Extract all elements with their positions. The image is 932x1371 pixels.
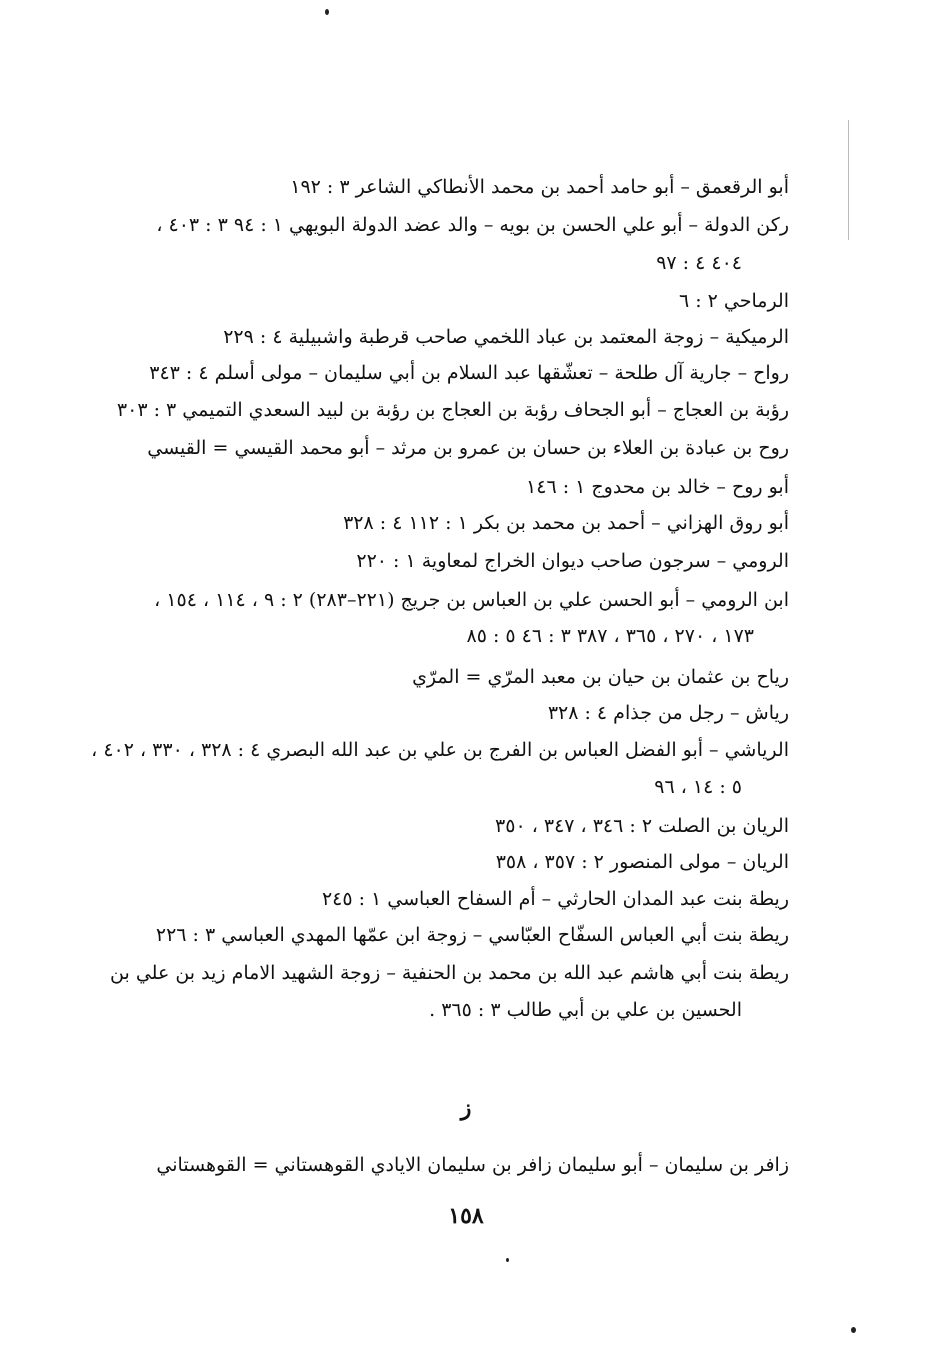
index-entry: ريطة بنت عبد المدان الحارثي – أم السفاح العباسي ١ : ٢٤٥ xyxy=(321,888,789,910)
index-entry: ريطة بنت أبي هاشم عبد الله بن محمد بن الحنفية – زوجة الشهيد الامام زيد بن علي بن xyxy=(110,962,789,984)
index-entry: ابن الرومي – أبو الحسن علي بن العباس بن جريج (٢٢١–٢٨٣) ٢ : ٩ ، ١١٤ ، ١٥٤ ، xyxy=(154,589,789,611)
index-entry: زافر بن سليمان – أبو سليمان زافر بن سليمان الايادي القوهستاني = القوهستاني xyxy=(156,1154,789,1176)
index-entry-continuation: الحسين بن علي بن أبي طالب ٣ : ٣٦٥ . xyxy=(429,999,742,1021)
index-entry: الرياشي – أبو الفضل العباس بن الفرج بن علي بن عبد الله البصري ٤ : ٣٢٨ ، ٣٣٠ ، ٤٠٢ ، xyxy=(91,739,789,761)
index-entry: رؤبة بن العجاج – أبو الجحاف رؤبة بن العجاج بن رؤبة بن لبيد السعدي التميمي ٣ : ٣٠٣ xyxy=(116,399,789,421)
index-entry: أبو روح – خالد بن محدوج ١ : ١٤٦ xyxy=(526,476,789,498)
index-entry: الريان – مولى المنصور ٢ : ٣٥٧ ، ٣٥٨ xyxy=(495,851,789,873)
index-entry: أبو روق الهزاني – أحمد بن محمد بن بكر ١ : ١١٢ ٤ : ٣٢٨ xyxy=(343,512,789,534)
index-entry: رواح – جارية آل طلحة – تعشّقها عبد السلام بن أبي سليمان – مولى أسلم ٤ : ٣٤٣ xyxy=(149,362,789,384)
index-entry: روح بن عبادة بن العلاء بن حسان بن عمرو بن مرثد – أبو محمد القيسي = القيسي xyxy=(147,437,789,459)
index-entry: الرميكية – زوجة المعتمد بن عباد اللخمي صاحب قرطبة واشبيلية ٤ : ٢٢٩ xyxy=(223,326,789,348)
index-entry: رياش – رجل من جذام ٤ : ٣٢٨ xyxy=(547,702,789,724)
index-entry: أبو الرقعمق – أبو حامد أحمد بن محمد الأنطاكي الشاعر ٣ : ١٩٢ xyxy=(290,176,789,198)
margin-line xyxy=(848,120,849,240)
ink-speck xyxy=(506,1258,509,1262)
index-entry: رياح بن عثمان بن حيان بن معبد المرّي = المرّي xyxy=(412,666,789,688)
page-number: ١٥٨ xyxy=(448,1203,484,1229)
index-entry-continuation: ٥ : ١٤ ، ٩٦ xyxy=(654,776,742,798)
index-entry-continuation: ٤٠٤ ٤ : ٩٧ xyxy=(656,252,742,274)
index-entry: ركن الدولة – أبو علي الحسن بن بويه – والد عضد الدولة البويهي ١ : ٩٤ ٣ : ٤٠٣ ، xyxy=(156,214,789,236)
ink-speck xyxy=(851,1327,856,1333)
index-entry: الرماحي ٢ : ٦ xyxy=(678,290,789,312)
index-entry: الرومي – سرجون صاحب ديوان الخراج لمعاوية ١ : ٢٢٠ xyxy=(356,550,789,572)
index-entry: الريان بن الصلت ٢ : ٣٤٦ ، ٣٤٧ ، ٣٥٠ xyxy=(495,815,789,837)
index-entry-continuation: ١٧٣ ، ٢٧٠ ، ٣٦٥ ، ٣٨٧ ٣ : ٤٦ ٥ : ٨٥ xyxy=(466,625,754,647)
section-letter: ز xyxy=(460,1095,472,1121)
ink-speck xyxy=(325,9,329,15)
index-entry: ريطة بنت أبي العباس السفّاح العبّاسي – زوجة ابن عمّها المهدي العباسي ٣ : ٢٢٦ xyxy=(155,924,789,946)
